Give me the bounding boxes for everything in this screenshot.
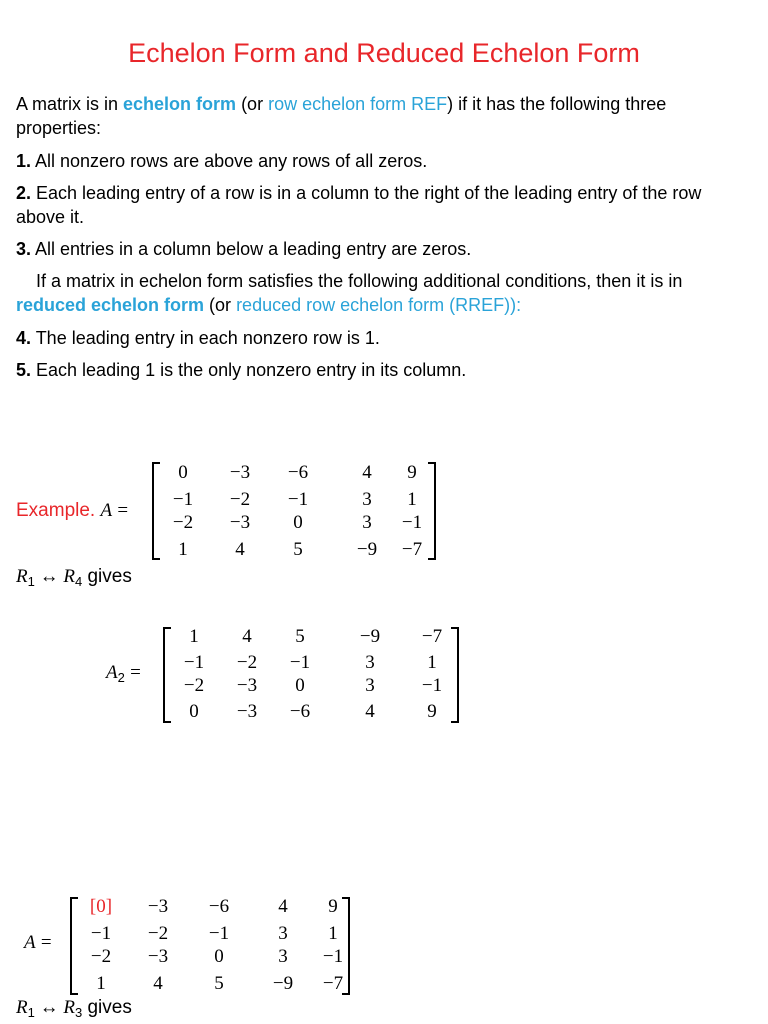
matrix-cell: −6 bbox=[289, 701, 311, 722]
matrix-cell: −1 bbox=[208, 923, 230, 944]
property-4 bbox=[16, 326, 746, 350]
matrix-cell: 0 bbox=[214, 946, 224, 967]
matrix-cell: 3 bbox=[278, 923, 288, 944]
gives-text: gives bbox=[82, 566, 132, 587]
matrix-cell: −3 bbox=[229, 462, 251, 483]
matrix-cell: 0 bbox=[295, 675, 305, 696]
intro-paragraph bbox=[16, 92, 746, 140]
matrix-cell: 3 bbox=[362, 512, 372, 533]
matrix-cell: −3 bbox=[147, 946, 169, 967]
property-5 bbox=[16, 358, 746, 382]
matrix-cell: 9 bbox=[407, 462, 417, 483]
matrix-cell: 3 bbox=[278, 946, 288, 967]
matrix-cell: −2 bbox=[147, 923, 169, 944]
matrix-cell: −7 bbox=[401, 539, 423, 560]
matrix-cell: −9 bbox=[359, 626, 381, 647]
matrix-index: 2 bbox=[117, 670, 125, 685]
reduced-paragraph bbox=[16, 269, 746, 317]
matrix-cell: −1 bbox=[421, 675, 443, 696]
matrix-cell: −7 bbox=[421, 626, 443, 647]
property-text: All entries in a column below a leading entry are zeros. bbox=[31, 239, 472, 259]
swap-arrow: ↔ bbox=[34, 566, 64, 587]
matrix-cell: 3 bbox=[362, 489, 372, 510]
rref-term: reduced row echelon form (RREF)): bbox=[236, 295, 522, 315]
gives-text: gives bbox=[82, 997, 132, 1018]
matrix-cell: [0] bbox=[89, 896, 113, 917]
matrix-cell: −2 bbox=[229, 489, 251, 510]
matrix-cell: 4 bbox=[365, 701, 375, 722]
matrix-cell: 0 bbox=[293, 512, 303, 533]
matrix-cell: 0 bbox=[178, 462, 188, 483]
left-bracket bbox=[152, 462, 160, 560]
matrix-cell: 0 bbox=[189, 701, 199, 722]
row-symbol: R bbox=[16, 566, 28, 587]
property-text: The leading entry in each nonzero row is 1. bbox=[31, 328, 380, 348]
matrix-cell: −3 bbox=[229, 512, 251, 533]
property-number: 2. bbox=[16, 183, 32, 203]
row-index: 4 bbox=[74, 574, 83, 589]
matrix-cell: −2 bbox=[183, 675, 205, 696]
matrix-name: A bbox=[24, 932, 36, 953]
matrix-cell: 1 bbox=[427, 652, 437, 673]
property-text: Each leading 1 is the only nonzero entry in its column. bbox=[31, 360, 467, 380]
row-index: 1 bbox=[27, 1005, 35, 1020]
matrix-cell: 4 bbox=[153, 973, 163, 994]
matrix-cell: −9 bbox=[272, 973, 294, 994]
a2-label bbox=[106, 662, 141, 685]
matrix-cell: 9 bbox=[328, 896, 338, 917]
matrix-cell: −1 bbox=[401, 512, 423, 533]
matrix-cell: −6 bbox=[287, 462, 309, 483]
property-text: Each leading entry of a row is in a column to the right of the leading entry of the row above it. bbox=[16, 183, 702, 227]
reduced-echelon-term: reduced echelon form bbox=[16, 295, 205, 315]
reduced-text: If a matrix in echelon form satisfies the following additional conditions, then it is in bbox=[36, 271, 683, 291]
row-index: 3 bbox=[74, 1005, 83, 1020]
step-r1-r3 bbox=[16, 997, 132, 1020]
matrix-cell: −2 bbox=[172, 512, 194, 533]
page-title: Echelon Form and Reduced Echelon Form bbox=[128, 38, 640, 68]
echelon-form-term: echelon form bbox=[123, 94, 237, 114]
matrix-cell: 1 bbox=[96, 973, 106, 994]
matrix-cell: 4 bbox=[362, 462, 372, 483]
row-symbol: R bbox=[63, 566, 75, 587]
matrix-cell: 4 bbox=[235, 539, 245, 560]
row-symbol: R bbox=[63, 997, 75, 1018]
matrix-cell: −7 bbox=[322, 973, 344, 994]
matrix-cell: −1 bbox=[287, 489, 309, 510]
matrix-cell: −2 bbox=[236, 652, 258, 673]
intro-text: A matrix is in bbox=[16, 94, 124, 114]
matrix-cell: −1 bbox=[289, 652, 311, 673]
equals-sign: = bbox=[40, 932, 52, 953]
matrix-cell: 5 bbox=[214, 973, 224, 994]
intro-text: (or bbox=[236, 94, 269, 114]
left-bracket bbox=[163, 627, 171, 723]
matrix-name: A bbox=[106, 662, 118, 683]
matrix-cell: −3 bbox=[147, 896, 169, 917]
a3-label bbox=[24, 932, 52, 954]
matrix-cell: −2 bbox=[90, 946, 112, 967]
matrix-cell: −3 bbox=[236, 701, 258, 722]
property-number: 1. bbox=[16, 151, 32, 171]
reduced-text: (or bbox=[204, 295, 237, 315]
matrix-cell: 4 bbox=[242, 626, 252, 647]
step-r1-r4 bbox=[16, 566, 132, 589]
matrix-cell: 5 bbox=[295, 626, 305, 647]
intro-text: ) if it has the following three properties: bbox=[16, 94, 667, 138]
example-label: Example. bbox=[16, 500, 96, 521]
matrix-cell: −9 bbox=[356, 539, 378, 560]
matrix-cell: −1 bbox=[322, 946, 344, 967]
ref-term: row echelon form REF bbox=[268, 94, 448, 114]
matrix-cell: 3 bbox=[365, 652, 375, 673]
matrix-cell: 4 bbox=[278, 896, 288, 917]
property-3 bbox=[16, 237, 746, 261]
matrix-cell: 1 bbox=[407, 489, 417, 510]
left-bracket bbox=[70, 897, 78, 995]
example-label-row bbox=[16, 500, 128, 522]
property-number: 5. bbox=[16, 360, 32, 380]
matrix-cell: 1 bbox=[328, 923, 338, 944]
matrix-cell: 9 bbox=[427, 701, 437, 722]
matrix-cell: −6 bbox=[208, 896, 230, 917]
equals-sign: = bbox=[130, 662, 141, 683]
matrix-cell: −1 bbox=[183, 652, 205, 673]
equals-sign: = bbox=[117, 500, 129, 521]
matrix-cell: 3 bbox=[365, 675, 375, 696]
matrix-cell: 5 bbox=[293, 539, 303, 560]
property-number: 3. bbox=[16, 239, 32, 259]
matrix-cell: −3 bbox=[236, 675, 258, 696]
property-1 bbox=[16, 149, 746, 173]
matrix-cell: −1 bbox=[90, 923, 112, 944]
matrix-name: A bbox=[100, 500, 113, 521]
row-index: 1 bbox=[27, 574, 35, 589]
property-2 bbox=[16, 181, 746, 229]
row-symbol: R bbox=[16, 997, 28, 1018]
property-text: All nonzero rows are above any rows of all zeros. bbox=[31, 151, 428, 171]
swap-arrow: ↔ bbox=[34, 997, 64, 1018]
matrix-cell: 1 bbox=[189, 626, 199, 647]
property-number: 4. bbox=[16, 328, 32, 348]
matrix-cell: 1 bbox=[178, 539, 188, 560]
matrix-cell: −1 bbox=[172, 489, 194, 510]
